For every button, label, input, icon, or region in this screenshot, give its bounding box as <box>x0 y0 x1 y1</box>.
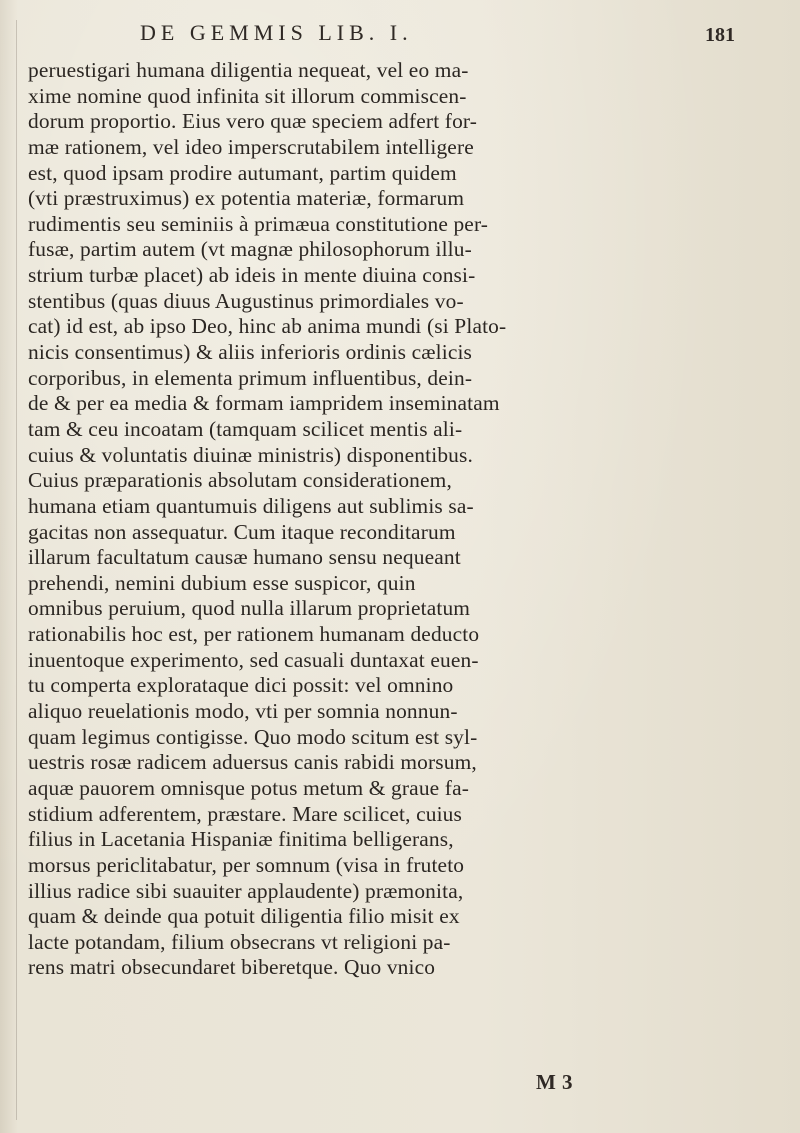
text-line: omnibus peruium, quod nulla illarum proprietatum <box>28 596 471 621</box>
signature-letter: M <box>536 1070 556 1094</box>
text-line: rationabilis hoc est, per rationem humanam deducto <box>28 622 480 647</box>
text-line: stidium adferentem, præstare. Mare scilicet, cuius <box>28 801 462 826</box>
text-line: mæ rationem, vel ideo imperscrutabilem intelligere <box>28 134 474 159</box>
text-line: fusæ, partim autem (vt magnæ philosophorum illu- <box>28 237 472 262</box>
signature-number: 3 <box>562 1070 573 1094</box>
text-line: illius radice sibi suauiter applaudente) præmonita, <box>28 878 464 903</box>
text-line: prehendi, nemini dubium esse suspicor, quin <box>28 570 416 595</box>
text-line: filius in Lacetania Hispaniæ finitima belligerans, <box>28 827 454 852</box>
text-line: Cuius præparationis absolutam considerationem, <box>28 468 452 493</box>
running-header: DE GEMMIS LIB. I. <box>140 20 413 45</box>
text-line: xime nomine quod infinita sit illorum commiscen- <box>28 83 467 108</box>
text-line: (vti præstruximus) ex potentia materiæ, formarum <box>28 186 465 211</box>
text-line: tu comperta explorataque dici possit: vel omnino <box>28 673 454 698</box>
text-line: humana etiam quantumuis diligens aut sublimis sa- <box>28 493 474 518</box>
text-line: tam & ceu incoatam (tamquam scilicet mentis ali- <box>28 416 463 441</box>
text-line: corporibus, in elementa primum influentibus, dein- <box>28 365 473 390</box>
body-text <box>28 58 768 981</box>
text-line: inuentoque experimento, sed casuali duntaxat euen- <box>28 647 479 672</box>
text-line: est, quod ipsam prodire autumant, partim quidem <box>28 160 457 185</box>
text-line: rudimentis seu seminiis à primæua constitutione per- <box>28 211 489 236</box>
page-number: 181 <box>705 24 735 46</box>
text-line: lacte potandam, filium obsecrans vt religioni pa- <box>28 929 451 954</box>
text-line: nicis consentimus) & aliis inferioris ordinis cælicis <box>28 340 473 365</box>
text-line: illarum facultatum causæ humano sensu nequeant <box>28 545 461 570</box>
text-line: dorum proportio. Eius vero quæ speciem adfert for- <box>28 109 478 134</box>
text-line: cat) id est, ab ipso Deo, hinc ab anima mundi (si Plato- <box>28 314 507 339</box>
text-line: de & per ea media & formam iampridem inseminatam <box>28 391 500 416</box>
text-line: aliquo reuelationis modo, vti per somnia nonnun- <box>28 699 458 724</box>
text-line: morsus periclitabatur, per somnum (visa in fruteto <box>28 852 465 877</box>
text-line: quam & deinde qua potuit diligentia filio misit ex <box>28 904 460 929</box>
text-line: cuius & voluntatis diuinæ ministris) disponentibus. <box>28 442 473 467</box>
text-line: aquæ pauorem omnisque potus metum & graue fa- <box>28 775 469 800</box>
page-gutter-edge <box>16 20 17 1120</box>
text-line: stentibus (quas diuus Augustinus primordiales vo- <box>28 288 464 313</box>
text-line: gacitas non assequatur. Cum itaque reconditarum <box>28 519 456 544</box>
text-line: quam legimus contigisse. Quo modo scitum est syl- <box>28 724 478 749</box>
text-line: strium turbæ placet) ab ideis in mente diuina consi- <box>28 263 476 288</box>
text-line: rens matri obsecundaret biberetque. Quo vnico <box>28 955 436 980</box>
signature-mark <box>300 1068 573 1098</box>
text-line: uestris rosæ radicem aduersus canis rabidi morsum, <box>28 750 477 775</box>
text-line: peruestigari humana diligentia nequeat, vel eo ma- <box>28 58 469 82</box>
